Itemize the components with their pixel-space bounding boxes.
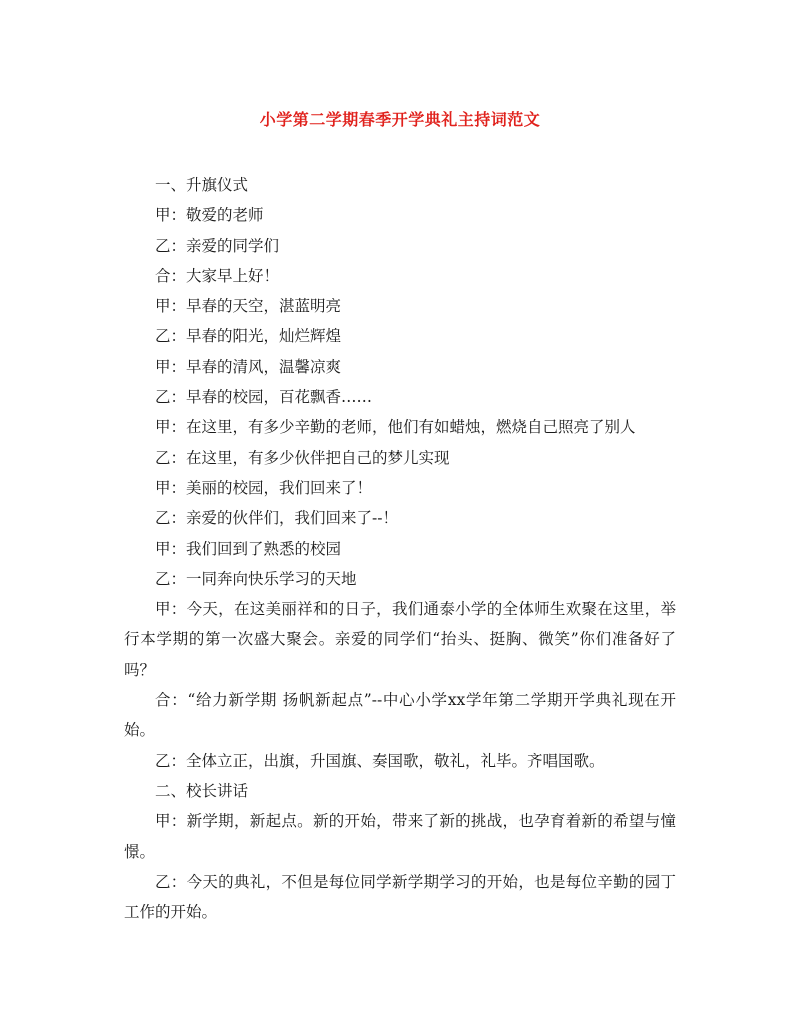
dialogue-line: 甲：早春的天空，湛蓝明亮 [155, 297, 342, 316]
dialogue-line: 乙：一同奔向快乐学习的天地 [155, 569, 357, 588]
section-heading: 一、升旗仪式 [155, 176, 249, 194]
dialogue-line: 乙：全体立正，出旗，升国旗、奏国歌，敬礼，礼毕。齐唱国歌。 [155, 751, 605, 770]
dialogue-line: 合：大家早上好！ [155, 266, 280, 285]
dialogue-line: 乙：在这里，有多少伙伴把自己的梦儿实现 [155, 448, 450, 467]
dialogue-line: 甲：新学期，新起点。新的开始，带来了新的挑战，也孕育着新的希望与憧憬。 [124, 812, 676, 861]
dialogue-line: 甲：早春的清风，温馨凉爽 [155, 357, 342, 376]
dialogue-line: 甲：今天，在这美丽祥和的日子，我们通泰小学的全体师生欢聚在这里，举行本学期的第一次盛大聚会。亲爱的同学们“抬头、挺胸、微笑”你们准备好了吗？ [124, 600, 676, 679]
document-title: 小学第二学期春季开学典礼主持词范文 [259, 110, 541, 129]
dialogue-line: 甲：我们回到了熟悉的校园 [155, 539, 342, 558]
document-body [124, 170, 676, 927]
dialogue-line: 乙：亲爱的同学们 [155, 236, 280, 255]
dialogue-line: 甲：敬爱的老师 [155, 206, 264, 225]
section-heading: 二、校长讲话 [155, 781, 249, 800]
dialogue-line: 甲：在这里，有多少辛勤的老师，他们有如蜡烛，燃烧自己照亮了别人 [155, 418, 636, 437]
dialogue-line: 甲：美丽的校园，我们回来了！ [155, 478, 373, 497]
dialogue-line: 乙：今天的典礼，不但是每位同学新学期学习的开始，也是每位辛勤的园丁工作的开始。 [124, 872, 676, 922]
dialogue-line: 合：“给力新学期 扬帆新起点”--中心小学xx学年第二学期开学典礼现在开始。 [124, 691, 676, 740]
dialogue-line: 乙：早春的阳光，灿烂辉煌 [155, 327, 342, 346]
dialogue-line: 乙：亲爱的伙伴们，我们回来了--！ [155, 509, 398, 528]
dialogue-line: 乙：早春的校园，百花飘香…… [155, 388, 373, 407]
